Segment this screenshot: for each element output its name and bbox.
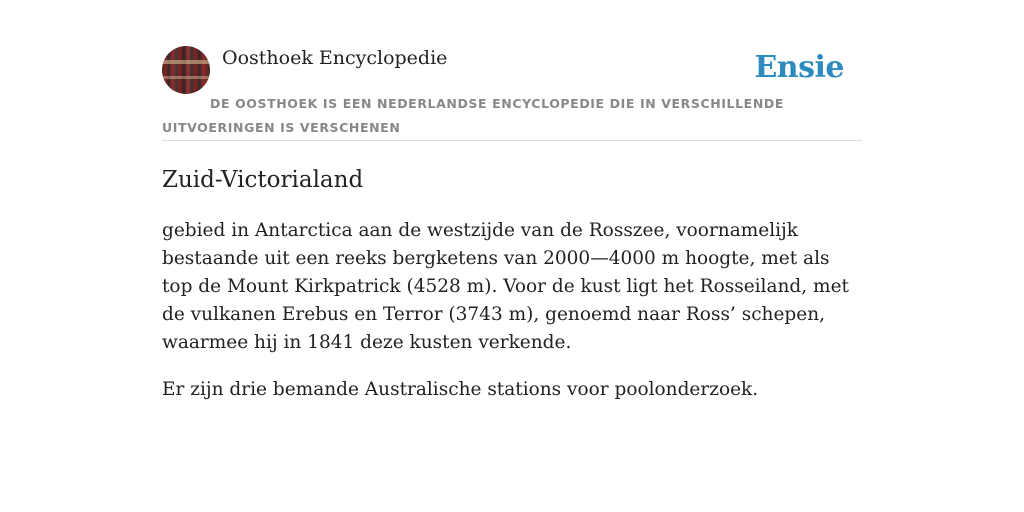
page-container (162, 46, 862, 404)
site-title[interactable]: Oosthoek Encyclopedie (222, 47, 448, 69)
article-title: Zuid-Victorialand (162, 167, 364, 193)
header (162, 46, 862, 141)
article-paragraph: gebied in Antarctica aan de westzijde van de Rosszee, voornamelijk bestaande uit een reeks bergketens van 2000—4000 m hoogte, met als top de Mount Kirkpatrick (4528 m). Voor de kust ligt het Rosseiland, met de vulkanen Erebus en Terror (3743 m), genoemd naar Ross’ schepen, waarmee hij in 1841 deze kusten verkende. (162, 220, 849, 353)
encyclopedia-books-icon[interactable] (162, 46, 210, 94)
article-paragraph: Er zijn drie bemande Australische stations voor poolonderzoek. (162, 379, 759, 400)
tagline: DE OOSTHOEK IS EEN NEDERLANDSE ENCYCLOPEDIE DIE IN VERSCHILLENDE UITVOERINGEN IS VERSCHENEN (162, 96, 784, 135)
brand-logo[interactable]: Ensie (754, 50, 844, 85)
